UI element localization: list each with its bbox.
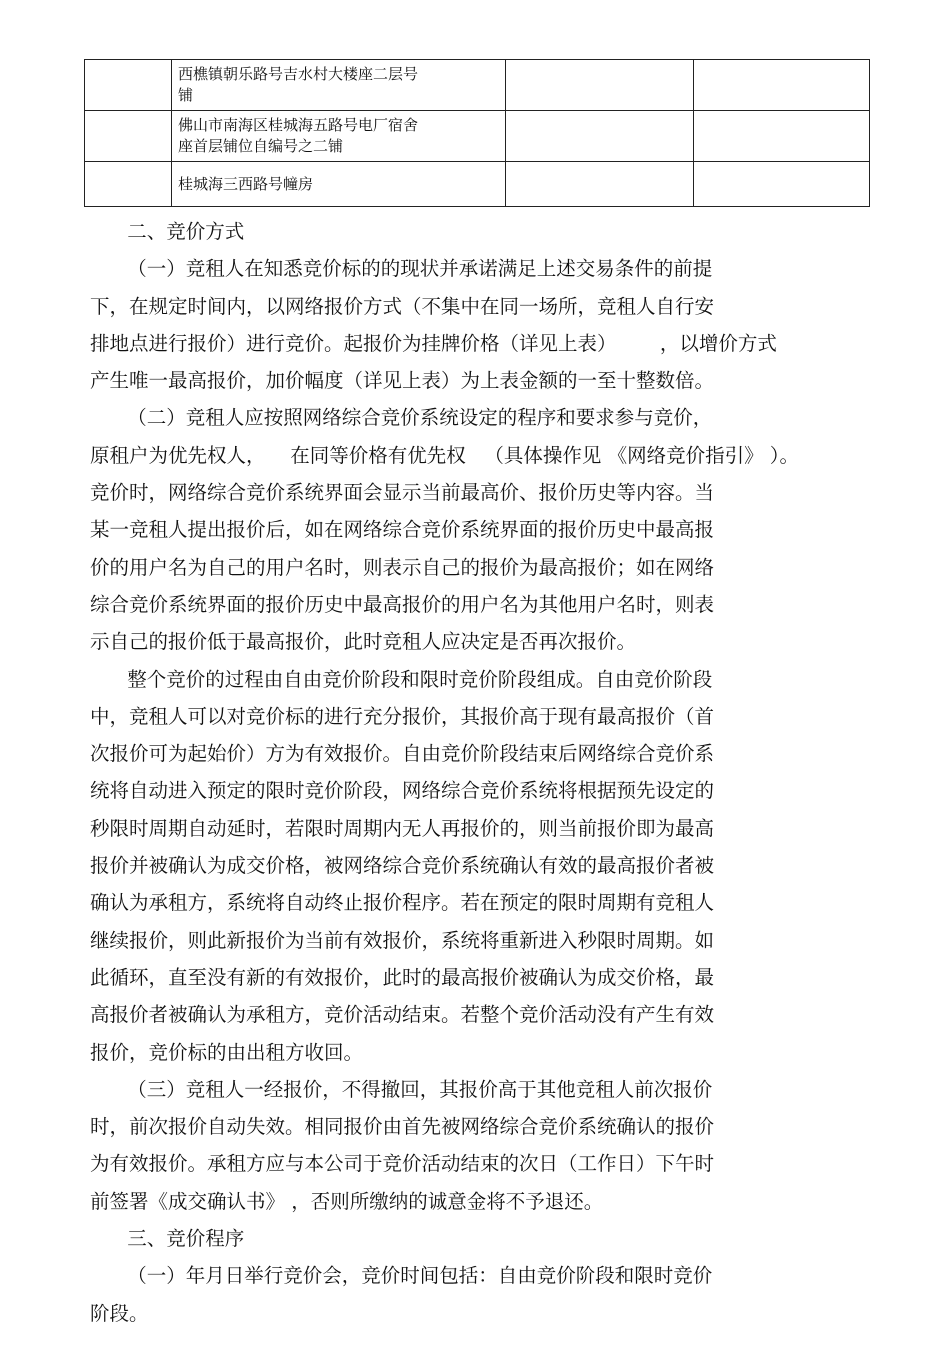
table-cell bbox=[85, 111, 172, 162]
address-cell bbox=[172, 60, 506, 111]
table-cell bbox=[694, 60, 870, 111]
text-line: 示自己的报价低于最高报价，此时竞租人应决定是否再次报价。 bbox=[90, 630, 637, 654]
address-line: 铺 bbox=[178, 86, 194, 104]
text-line: 统将自动进入预定的限时竞价阶段，网络综合竞价系统将根据预先设定的 bbox=[90, 779, 715, 803]
table-cell bbox=[506, 111, 694, 162]
address-line: 佛山市南海区桂城海五路号电厂宿舍 bbox=[178, 116, 419, 134]
table-cell bbox=[506, 60, 694, 111]
table-row bbox=[85, 162, 870, 207]
text-line: 产生唯一最高报价，加价幅度（详见上表）为上表金额的一至十整数倍。 bbox=[90, 369, 715, 393]
text-line: 报价，竞价标的由出租方收回。 bbox=[90, 1040, 364, 1064]
text-line: 继续报价，则此新报价为当前有效报价，系统将重新进入秒限时周期。如 bbox=[90, 928, 715, 952]
table-row bbox=[85, 111, 870, 162]
text-line: （三）竞租人一经报价，不得撤回，其报价高于其他竞租人前次报价 bbox=[90, 1077, 713, 1101]
text-line: 时，前次报价自动失效。相同报价由首先被网络综合竞价系统确认的报价 bbox=[90, 1115, 715, 1139]
table-cell bbox=[506, 162, 694, 207]
text-line: 确认为承租方，系统将自动终止报价程序。若在预定的限时周期有竞租人 bbox=[90, 891, 715, 915]
section-heading-bidding-method: 二、竞价方式 bbox=[90, 220, 245, 243]
text-line: 此循环，直至没有新的有效报价，此时的最高报价被确认为成交价格，最 bbox=[90, 965, 715, 989]
address-cell bbox=[172, 111, 506, 162]
address-line: 西樵镇朝乐路号吉水村大楼座二层号 bbox=[178, 65, 419, 83]
section-heading-bidding-procedure: 三、竞价程序 bbox=[90, 1227, 245, 1251]
text-line: 价的用户名为自己的用户名时，则表示自己的报价为最高报价；如在网络 bbox=[90, 555, 715, 579]
text-line: 高报价者被确认为承租方，竞价活动结束。若整个竞价活动没有产生有效 bbox=[90, 1003, 715, 1027]
address-line: 座首层铺位自编号之二铺 bbox=[178, 137, 344, 155]
document-body bbox=[90, 213, 870, 1332]
text-line: 某一竞租人提出报价后，如在网络综合竞价系统界面的报价历史中最高报 bbox=[90, 518, 715, 542]
text-line: 阶段。 bbox=[90, 1301, 149, 1325]
address-line: 桂城海三西路号幢房 bbox=[178, 174, 314, 193]
text-line: 为有效报价。承租方应与本公司于竞价活动结束的次日（工作日）下午时 bbox=[90, 1152, 715, 1176]
text-line: （二）竞租人应按照网络综合竞价系统设定的程序和要求参与竞价， bbox=[90, 406, 713, 430]
table-row bbox=[85, 60, 870, 111]
text-line: 综合竞价系统界面的报价历史中最高报价的用户名为其他用户名时，则表 bbox=[90, 592, 715, 616]
text-line: 竞价时，网络综合竞价系统界面会显示当前最高价、报价历史等内容。当 bbox=[90, 481, 715, 505]
text-line: 整个竞价的过程由自由竞价阶段和限时竞价阶段组成。自由竞价阶段 bbox=[90, 667, 713, 691]
text-line: （一）年月日举行竞价会，竞价时间包括：自由竞价阶段和限时竞价 bbox=[90, 1264, 713, 1288]
text-line: （一）竞租人在知悉竞价标的的现状并承诺满足上述交易条件的前提 bbox=[90, 257, 713, 281]
text-line: 次报价可为起始价）方为有效报价。自由竞价阶段结束后网络综合竞价系 bbox=[90, 742, 715, 766]
text-line: 秒限时周期自动延时，若限时周期内无人再报价的，则当前报价即为最高 bbox=[90, 816, 715, 840]
address-cell bbox=[172, 162, 506, 207]
text-line: 原租户为优先权人， 在同等价格有优先权 （具体操作见 《网络竞价指引》 ）。 bbox=[90, 443, 800, 467]
property-table bbox=[84, 59, 870, 207]
table-cell bbox=[694, 111, 870, 162]
table-cell bbox=[694, 162, 870, 207]
text-line: 排地点进行报价）进行竞价。起报价为挂牌价格（详见上表） ，以增价方式 bbox=[90, 331, 777, 355]
table-cell bbox=[85, 60, 172, 111]
text-line: 前签署《成交确认书》 ，否则所缴纳的诚意金将不予退还。 bbox=[90, 1189, 604, 1213]
table-cell bbox=[85, 162, 172, 207]
text-line: 报价并被确认为成交价格，被网络综合竞价系统确认有效的最高报价者被 bbox=[90, 854, 715, 878]
text-line: 中，竞租人可以对竞价标的进行充分报价，其报价高于现有最高报价（首 bbox=[90, 704, 715, 728]
text-line: 下，在规定时间内，以网络报价方式（不集中在同一场所，竞租人自行安 bbox=[90, 294, 715, 318]
